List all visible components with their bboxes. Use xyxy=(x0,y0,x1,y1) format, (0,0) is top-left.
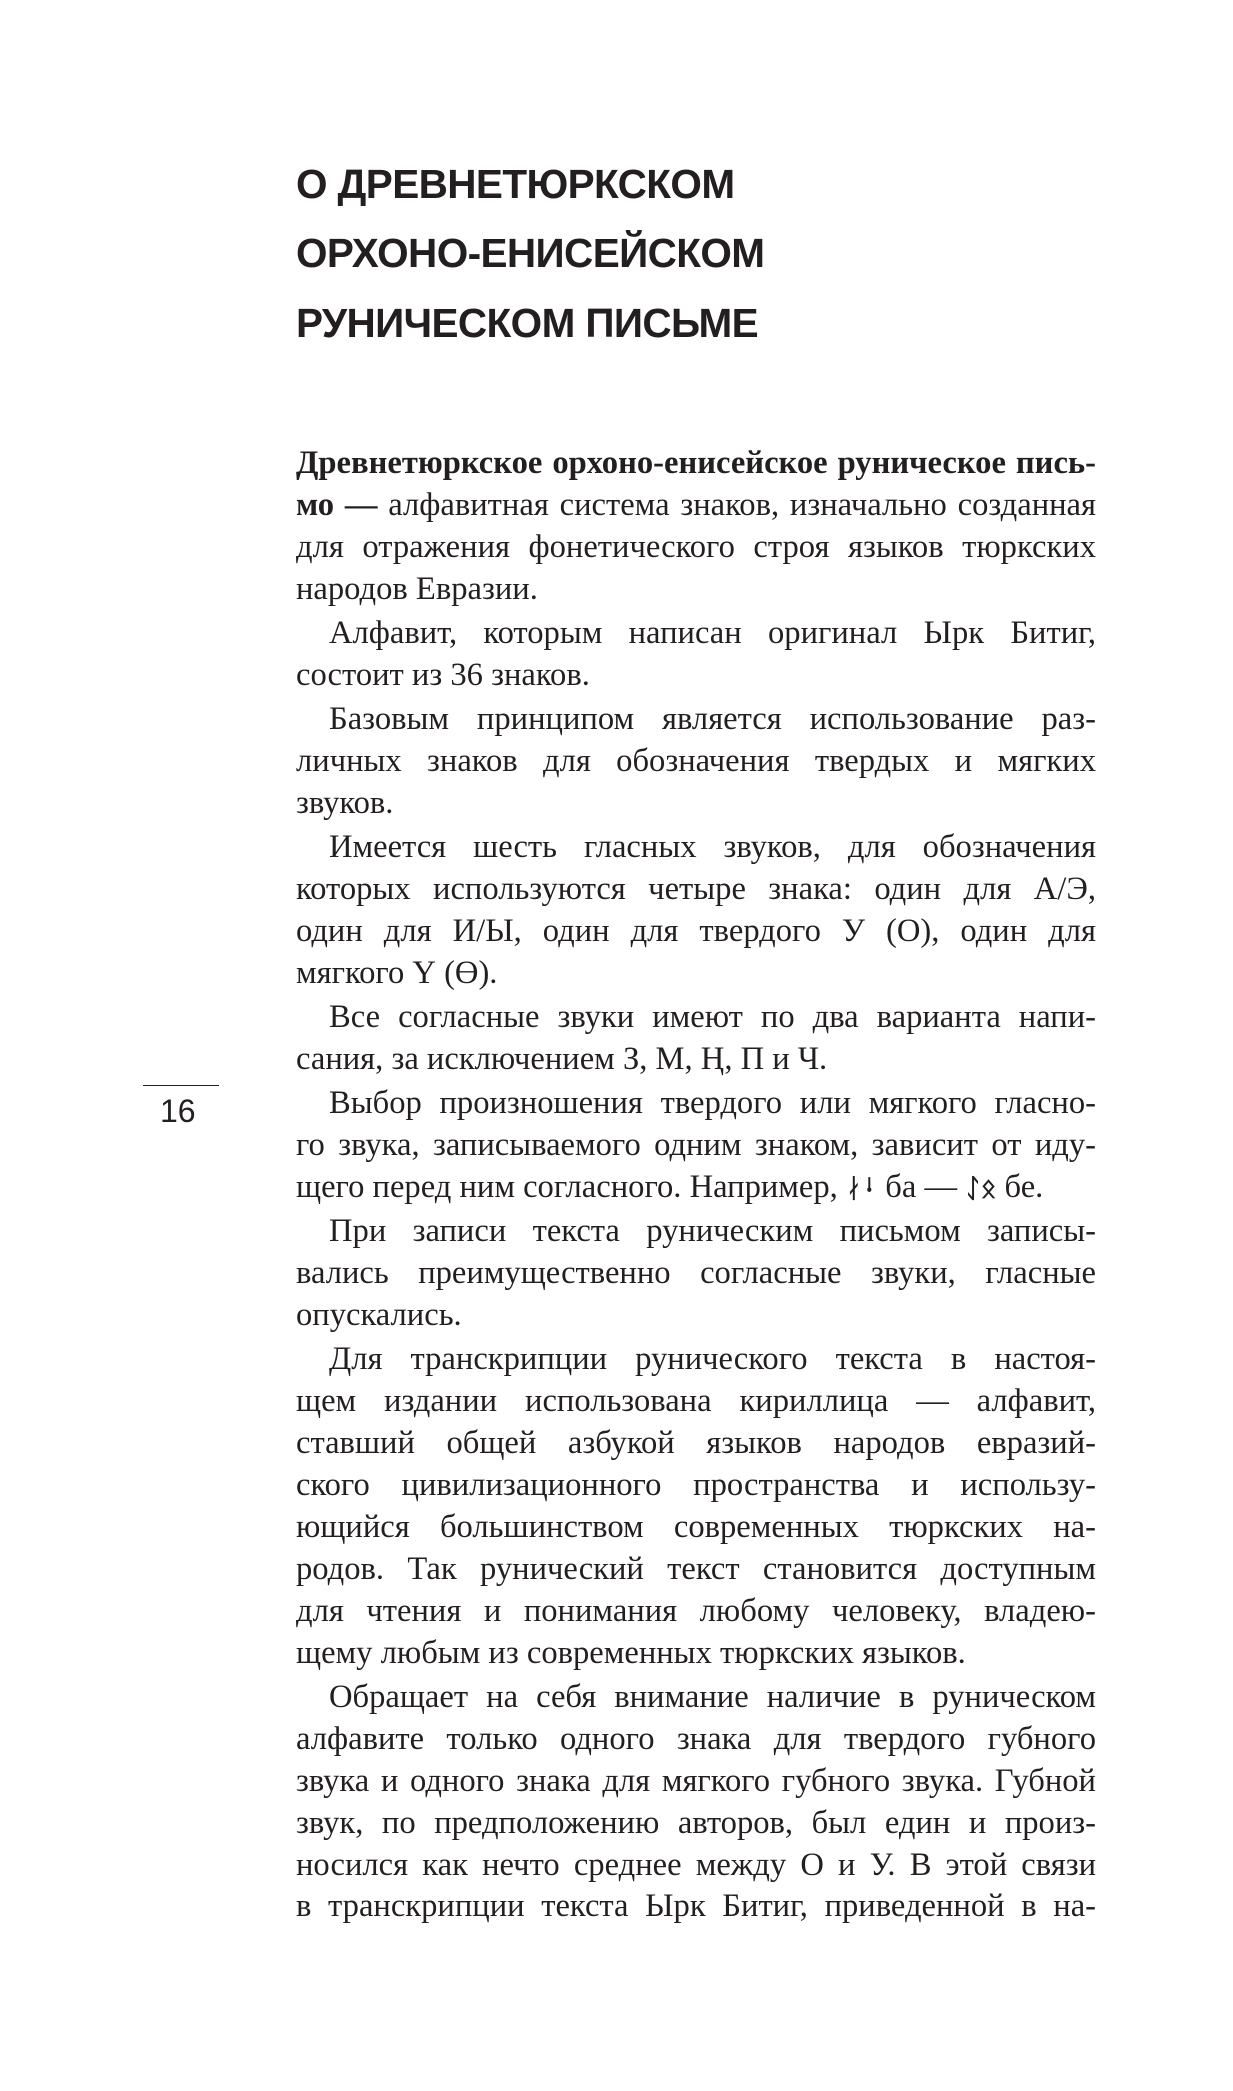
text-line: звуков. xyxy=(296,784,394,821)
text-line xyxy=(296,1167,1096,1209)
text-line: сания, за исключением З, М, Ң, П и Ч. xyxy=(296,1041,828,1078)
text-line: Алфавит, которым написан оригинал Ырк Битиг, xyxy=(329,614,1096,651)
page-number: 16 xyxy=(160,1093,196,1129)
heading-line: О ДРЕВНЕТЮРКСКОМ xyxy=(296,161,735,207)
text-span: алфавитная система знаков, изначально созданная xyxy=(377,486,1097,523)
text-line: Для транскрипции рунического текста в настоя- xyxy=(329,1341,1096,1378)
text-line: звук, по предположению авторов, был един и произ- xyxy=(296,1804,1096,1841)
text-line: народов Евразии. xyxy=(296,570,538,607)
paragraph xyxy=(296,827,1096,995)
text-line: один для И/Ы, один для твердого У (О), один для xyxy=(296,912,1096,949)
text-line: родов. Так рунический текст становится доступным xyxy=(296,1550,1096,1587)
text-line: Обращает на себя внимание наличие в руническом xyxy=(329,1678,1096,1715)
paragraph xyxy=(296,1083,1096,1209)
text-line: личных знаков для обозначения твердых и мягких xyxy=(296,743,1096,780)
paragraph xyxy=(296,1211,1096,1337)
text-line: щем издании использована кириллица — алфавит, xyxy=(296,1383,1096,1420)
text-line: ского цивилизационного пространства и использу- xyxy=(296,1467,1096,1504)
text-line: для чтения и понимания любому человеку, владею- xyxy=(296,1592,1096,1629)
text-line: алфавите только одного знака для твердого губного xyxy=(296,1720,1096,1757)
text-line: го звука, записываемого одним знаком, зависит от иду- xyxy=(296,1127,1096,1164)
text-line: вались преимущественно согласные звуки, гласные xyxy=(296,1255,1096,1292)
bold-term: Древнетюркское орхоно-енисейское руническое пись- xyxy=(296,445,1096,481)
heading-line: РУНИЧЕСКОМ ПИСЬМЕ xyxy=(296,299,759,346)
paragraph xyxy=(296,1677,1096,1928)
paragraph xyxy=(296,997,1096,1081)
paragraph xyxy=(296,443,1096,611)
text-line: щему любым из современных тюркских языков. xyxy=(296,1634,966,1671)
body-text xyxy=(296,443,1096,1931)
text-span: бе. xyxy=(996,1169,1044,1206)
rune-glyph-be: ᛇᛟ xyxy=(965,1174,997,1205)
text-line: Базовым принципом является использование раз- xyxy=(329,701,1096,738)
paragraph xyxy=(296,1339,1096,1674)
text-line: При записи текста руническим письмом записы- xyxy=(329,1213,1096,1250)
text-line: Имеется шесть гласных звуков, для обозначения xyxy=(329,829,1096,866)
text-line: носился как нечто среднее между О и У. В этой связи xyxy=(296,1846,1096,1883)
text-line: опускались. xyxy=(296,1297,462,1334)
rune-glyph-ba: ᛅᛍ xyxy=(845,1174,878,1205)
text-line: ющийся большинством современных тюркских на- xyxy=(296,1509,1096,1545)
bold-term: мо — xyxy=(296,486,378,523)
heading-line: ОРХОНО-ЕНИСЕЙСКОМ xyxy=(296,230,765,277)
text-line xyxy=(296,443,1096,485)
text-span: ба — xyxy=(877,1169,966,1206)
chapter-heading xyxy=(296,150,1116,358)
page-number-rule xyxy=(143,1085,219,1086)
text-line: звука и одного знака для мягкого губного звука. Губной xyxy=(296,1762,1096,1799)
text-line: для отражения фонетического строя языков тюркских xyxy=(296,528,1096,565)
text-line: состоит из 36 знаков. xyxy=(296,656,590,693)
paragraph xyxy=(296,699,1096,825)
text-line: мягкого Ү (Ө). xyxy=(296,954,498,991)
paragraph xyxy=(296,613,1096,697)
text-line: в транскрипции текста Ырк Битиг, приведенной в на- xyxy=(296,1888,1096,1925)
text-line: которых используются четыре знака: один для А/Э, xyxy=(296,871,1096,908)
text-line: ставший общей азбукой языков народов евразий- xyxy=(296,1425,1096,1462)
text-span: щего перед ним согласного. Например, xyxy=(296,1169,846,1206)
text-line xyxy=(296,485,1096,527)
text-line: Все согласные звуки имеют по два варианта напи- xyxy=(329,999,1096,1036)
text-line: Выбор произношения твердого или мягкого гласно- xyxy=(329,1085,1096,1122)
